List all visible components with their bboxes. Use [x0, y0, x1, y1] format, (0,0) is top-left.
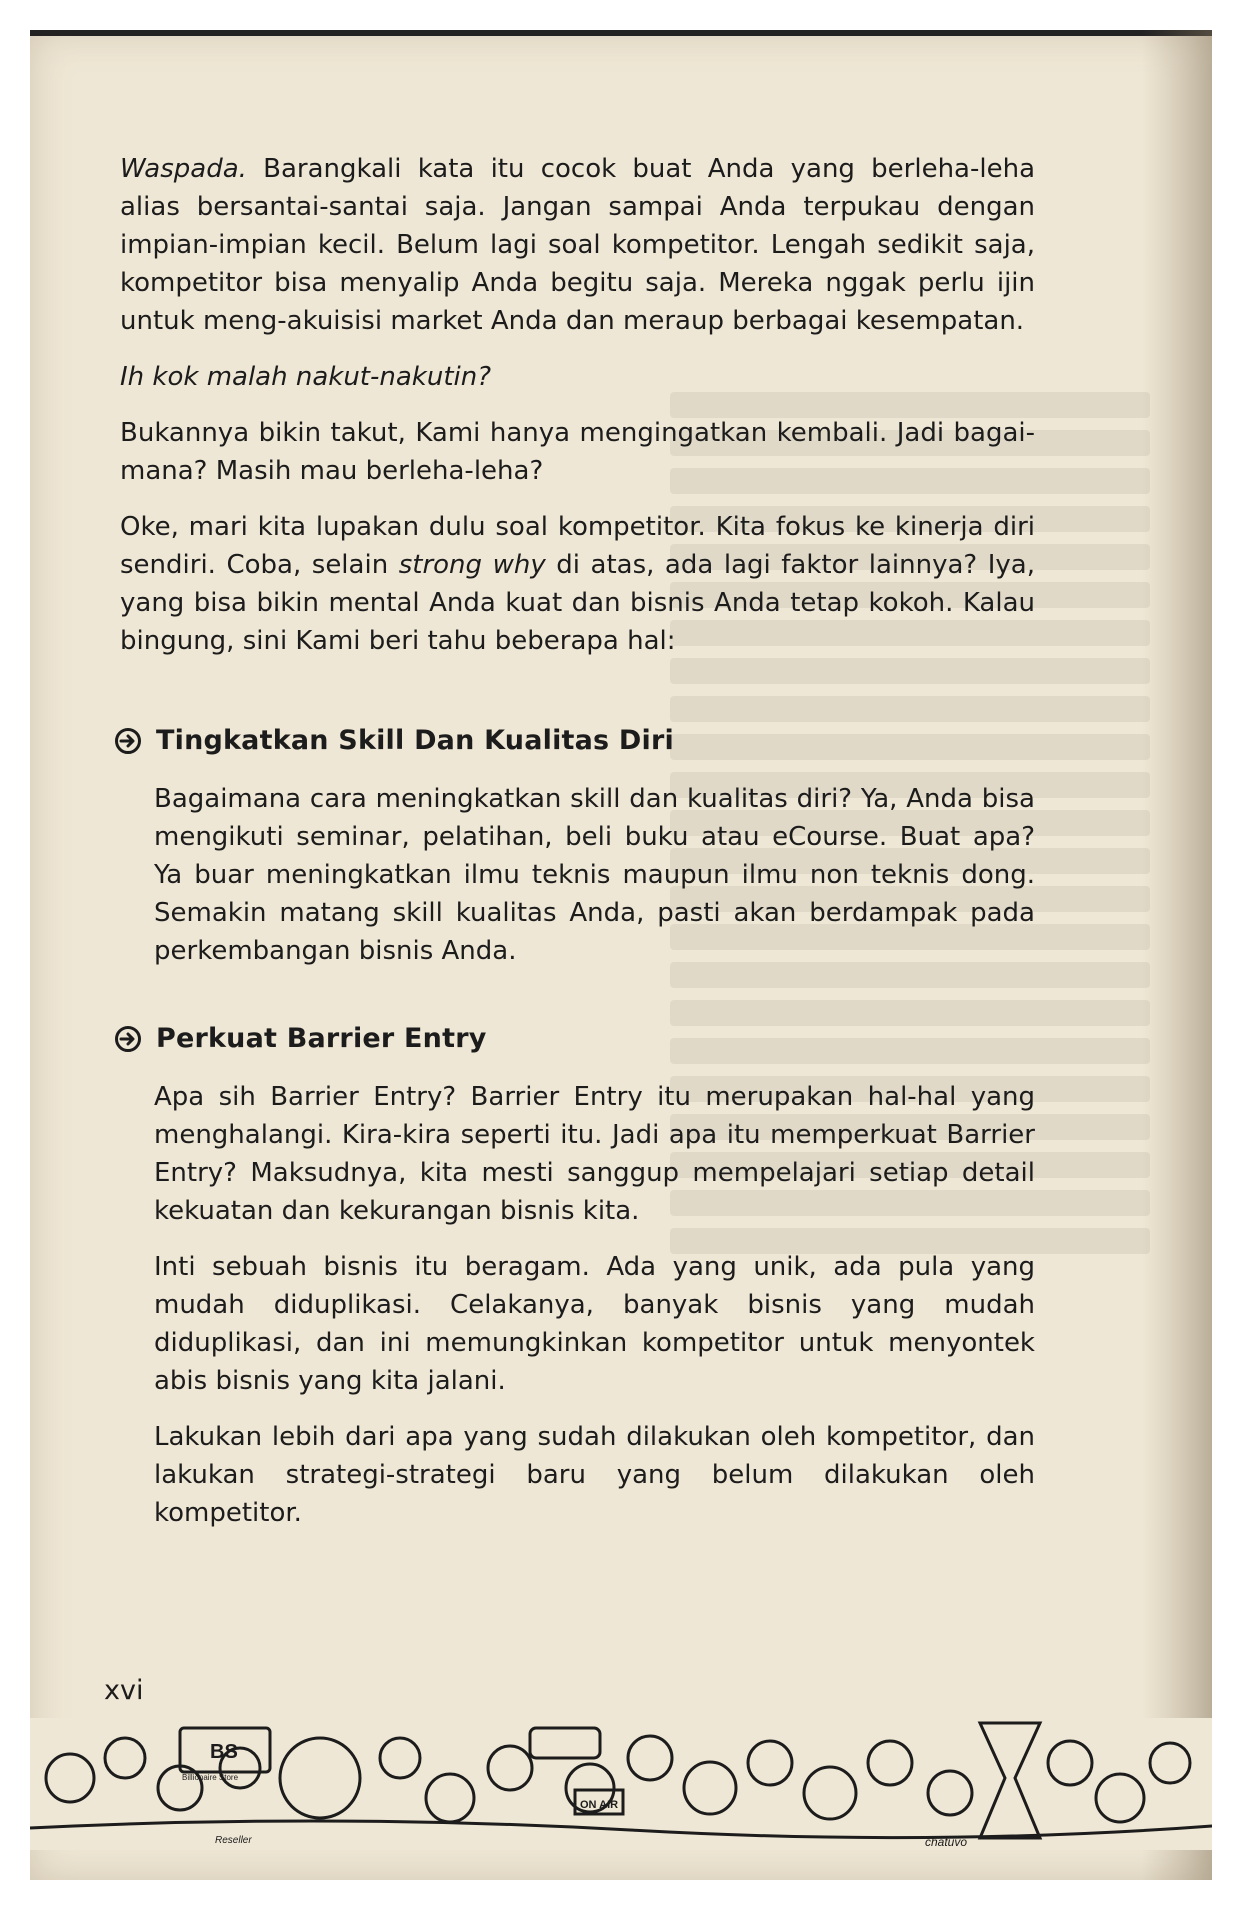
billionaire-store-label: Billionaire Store	[182, 1773, 239, 1782]
store-sign-label: BS	[210, 1741, 238, 1763]
section-title: Tingkatkan Skill Dan Kualitas Diri	[156, 725, 674, 756]
reseller-label: Reseller	[215, 1835, 252, 1846]
page-gutter-shadow	[1142, 30, 1212, 1880]
paragraph-text: Barangkali kata itu cocok buat Anda yang berleha-leha alias bersantai-santai saja. Jangan sampai Anda terpukau dengan impian-impian kecil. Belum lagi soal kompetitor. Lengah sedikit saja, kompetitor bisa menyalip Anda begitu saja. Mereka nggak perlu ijin untuk meng-akuisisi market Anda dan meraup berbagai kesempatan.	[120, 154, 1035, 336]
intro-paragraph	[120, 508, 1035, 660]
paragraph-text: di atas, ada lagi faktor lainnya? Iya, yang bisa bikin mental Anda kuat dan bisnis Anda tetap kokoh. Kalau bingung, sini Kami beri tahu beberapa hal:	[120, 550, 1035, 656]
section-paragraph: Inti sebuah bisnis itu beragam. Ada yang unik, ada pula yang mudah diduplikasi. Celakanya, banyak bisnis yang mudah diduplikasi, dan ini memungkinkan kompetitor untuk menyontek abis bisnis yang kita jalani.	[154, 1252, 1035, 1396]
section-title: Perkuat Barrier Entry	[156, 1023, 487, 1054]
section-body	[120, 1078, 1035, 1532]
section-paragraph: Apa sih Barrier Entry? Barrier Entry itu merupakan hal-hal yang menghalangi. Kira-kira seperti itu. Jadi apa itu memperkuat Barrier Entry? Maksudnya, kita mesti sanggup mempelajari setiap detail kekuatan dan kekurangan bisnis kita.	[154, 1082, 1035, 1226]
page-number: xvi	[104, 1675, 144, 1706]
italic-text: Ih kok malah nakut-nakutin?	[120, 362, 492, 392]
italic-text: strong why	[398, 550, 546, 580]
arrow-circle-icon	[114, 727, 142, 755]
section-heading	[114, 1020, 1035, 1058]
section-paragraph: Bagaimana cara meningkatkan skill dan kualitas diri? Ya, Anda bisa mengikuti seminar, pelatihan, beli buku atau eCourse. Buat apa? Ya buar meningkatkan ilmu teknis maupun ilmu non teknis dong. Semakin matang skill kualitas Anda, pasti akan berdampak pada perkembangan bisnis Anda.	[154, 784, 1035, 966]
page-body	[120, 150, 1035, 1550]
paragraph-lead: Waspada.	[120, 154, 247, 184]
intro-paragraph: Bukannya bikin takut, Kami hanya mengingatkan kembali. Jadi bagai-mana? Masih mau berleha-leha?	[120, 418, 1035, 486]
paragraph-text: Oke, mari kita lupakan dulu soal kompetitor. Kita fokus ke kinerja diri sendiri. Coba, selain	[120, 512, 1035, 580]
rhetorical-question	[120, 358, 1035, 396]
on-air-label: ON AIR	[580, 1799, 619, 1811]
page-top-edge	[30, 30, 1212, 36]
intro-paragraph	[120, 150, 1035, 340]
chatuvo-label: chatuvo	[925, 1835, 968, 1849]
section-body	[120, 780, 1035, 970]
arrow-circle-icon	[114, 1025, 142, 1053]
section-heading	[114, 722, 1035, 760]
doodle-people-illustration	[30, 1718, 1212, 1850]
section-paragraph: Lakukan lebih dari apa yang sudah dilakukan oleh kompetitor, dan lakukan strategi-strategi baru yang belum dilakukan oleh kompetitor.	[154, 1422, 1035, 1528]
